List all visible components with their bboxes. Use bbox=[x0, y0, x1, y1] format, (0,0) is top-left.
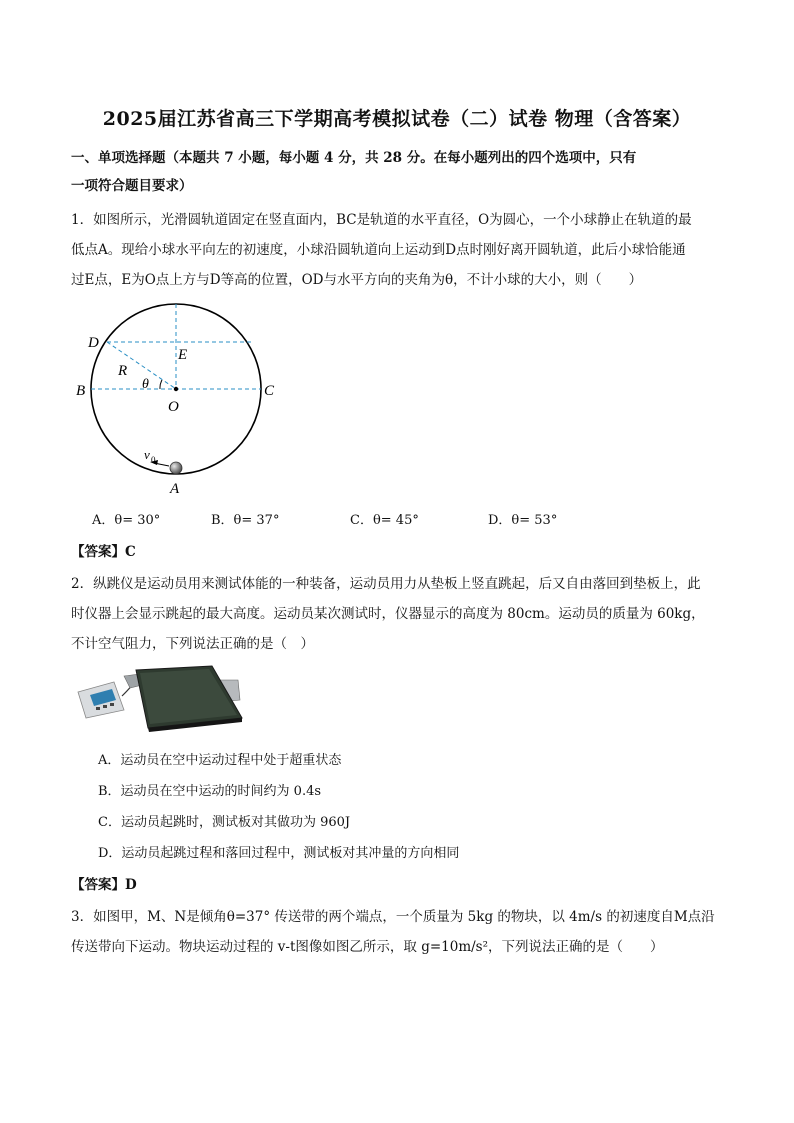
label-b: B bbox=[76, 383, 86, 399]
q1-answer: 【答案】C bbox=[71, 544, 136, 560]
q2-text-line3: 不计空气阻力，下列说法正确的是（ ） bbox=[71, 636, 314, 652]
q2-text-line2: 时仪器上会显示跳起的最大高度。运动员某次测试时，仪器显示的高度为 80cm。运动员的质量为 60kg， bbox=[71, 606, 705, 622]
jump-tester-image bbox=[74, 662, 250, 734]
label-v-sub: 0 bbox=[151, 455, 156, 465]
section-heading-line1: 一、单项选择题（本题共 7 小题，每小题 4 分，共 28 分。在每小题列出的四个选项中，只有 bbox=[71, 150, 637, 166]
label-c: C bbox=[264, 383, 275, 399]
q3-text-line1: 3．如图甲，M、N是倾角θ=37° 传送带的两个端点，一个质量为 5kg 的物块，以 4m/s 的初速度自M点沿 bbox=[71, 909, 715, 925]
q1-text-line1: 1．如图所示，光滑圆轨道固定在竖直面内，BC是轨道的水平直径，O为圆心，一个小球静止在轨道的最 bbox=[71, 212, 692, 228]
q2-option-d: D．运动员起跳过程和落回过程中，测试板对其冲量的方向相同 bbox=[98, 846, 460, 861]
section-heading-line2: 一项符合题目要求） bbox=[71, 178, 193, 194]
center-point bbox=[174, 387, 178, 391]
ball bbox=[170, 462, 182, 474]
q2-option-b: B．运动员在空中运动的时间约为 0.4s bbox=[98, 784, 322, 799]
theta-arc bbox=[160, 380, 162, 389]
mat-surface bbox=[140, 669, 237, 724]
q2-answer: 【答案】D bbox=[71, 877, 137, 893]
label-r: R bbox=[118, 363, 128, 379]
label-v: v bbox=[144, 447, 150, 462]
q1-text-line3: 过E点，E为O点上方与D等高的位置，OD与水平方向的夹角为θ，不计小球的大小，则（ ） bbox=[71, 272, 643, 288]
q1-option-a: A．θ= 30° bbox=[92, 513, 161, 528]
q1-text-line2: 低点A。现给小球水平向左的初速度，小球沿圆轨道向上运动到D点时刚好离开圆轨道，此后小球恰能通 bbox=[71, 242, 686, 258]
q2-text-line1: 2．纵跳仪是运动员用来测试体能的一种装备，运动员用力从垫板上竖直跳起，后又自由落回到垫板上，此 bbox=[71, 576, 701, 592]
label-o: O bbox=[168, 399, 179, 415]
q1-option-d: D．θ= 53° bbox=[488, 513, 558, 528]
q3-text-line2: 传送带向下运动。物块运动过程的 v-t图像如图乙所示，取 g=10m/s²，下列说法正确的是（ ） bbox=[71, 939, 664, 955]
label-theta: θ bbox=[142, 377, 149, 392]
q1-circle-figure bbox=[70, 295, 290, 500]
q1-option-b: B．θ= 37° bbox=[211, 513, 280, 528]
q1-option-c: C．θ= 45° bbox=[350, 513, 419, 528]
label-d: D bbox=[88, 335, 99, 351]
label-a: A bbox=[170, 481, 180, 497]
label-e: E bbox=[178, 347, 188, 363]
q2-option-c: C．运动员起跳时，测试板对其做功为 960J bbox=[98, 815, 351, 830]
page-title: 2025届江苏省高三下学期高考模拟试卷（二）试卷 物理（含答案） bbox=[102, 108, 692, 130]
q2-option-a: A．运动员在空中运动过程中处于超重状态 bbox=[98, 753, 342, 768]
